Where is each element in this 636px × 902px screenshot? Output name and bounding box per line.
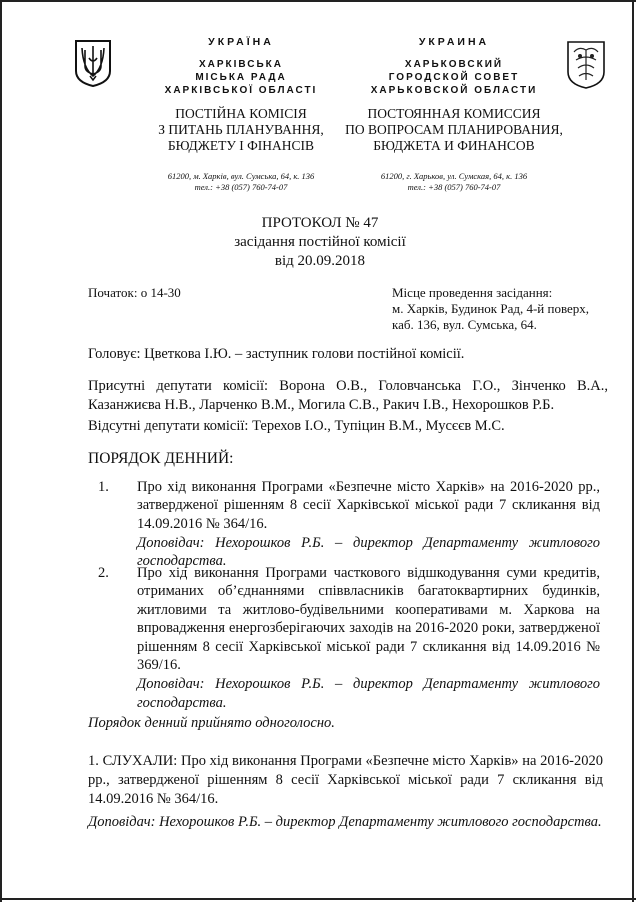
address-line: 61200, г. Харьков, ул. Сумская, 64, к. 136 — [380, 171, 528, 181]
commission-line: ПО ВОПРОСАМ ПЛАНИРОВАНИЯ, — [345, 122, 563, 137]
council-name — [340, 58, 568, 97]
absent-deputies: Відсутні депутати комісії: Терехов І.О., Тупіцин В.М., Мусєєв М.С. — [88, 418, 505, 434]
phone-line: тел.: +38 (057) 760-74-07 — [194, 182, 288, 192]
present-line: Присутні депутати комісії: Ворона О.В., Головчанська Г.О., Зінченко В.А., — [88, 378, 608, 394]
commission-line: БЮДЖЕТУ І ФІНАНСІВ — [167, 138, 315, 153]
present-deputies — [88, 377, 608, 414]
meeting-place-label: Місце проведення засідання: — [392, 285, 553, 300]
meeting-place-room: каб. 136, вул. Сумська, 64. — [392, 317, 537, 332]
heard-reporter: Доповідач: Нехорошков Р.Б. – директор Департаменту житлового господарства. — [88, 814, 602, 831]
commission-line: БЮДЖЕТА И ФИНАНСОВ — [373, 138, 535, 153]
address-line: 61200, м. Харків, вул. Сумська, 64, к. 136 — [167, 171, 315, 181]
kharkiv-coat-of-arms-icon — [565, 38, 607, 90]
agenda-item — [137, 478, 600, 570]
agenda-item — [137, 564, 600, 712]
agenda-heading: ПОРЯДОК ДЕННИЙ: — [88, 450, 234, 467]
commission-line: З ПИТАНЬ ПЛАНУВАННЯ, — [158, 122, 324, 137]
protocol-number: ПРОТОКОЛ № 47 — [261, 215, 379, 231]
header-ukrainian — [138, 36, 344, 193]
heard-section — [88, 752, 603, 832]
protocol-date: від 20.09.2018 — [274, 253, 366, 269]
agenda-adopted: Порядок денний прийнято одноголосно. — [88, 715, 335, 731]
scan-edge-right — [632, 0, 634, 902]
commission-name — [138, 106, 344, 154]
agenda-item-text: Про хід виконання Програми «Безпечне місто Харків» на 2016-2020 рр., затвердженої рішенням 8 сесії Харківської міської ради 7 скликання від 14.09.2016 № 364/16. — [137, 479, 600, 532]
address-block — [340, 171, 568, 193]
council-line: ХАРЬКОВСКИЙ — [404, 59, 504, 70]
phone-line: тел.: +38 (057) 760-74-07 — [407, 182, 501, 192]
council-line: МІСЬКА РАДА — [195, 72, 287, 83]
agenda-item-number: 2. — [98, 565, 109, 581]
trident-coat-of-arms-icon — [73, 38, 113, 88]
scan-edge-top — [0, 0, 636, 2]
protocol-subtitle: засідання постійної комісії — [234, 234, 406, 250]
council-line: ХАРЬКОВСКОЙ ОБЛАСТИ — [370, 85, 538, 96]
commission-line: ПОСТОЯННАЯ КОМИССИЯ — [367, 106, 541, 121]
council-line: ГОРОДСКОЙ СОВЕТ — [388, 72, 520, 83]
country-name: УКРАЇНА — [208, 36, 274, 48]
address-block — [138, 171, 344, 193]
scan-edge-left — [0, 0, 2, 902]
meeting-place-address: м. Харків, Будинок Рад, 4-й поверх, — [392, 301, 590, 316]
header-russian — [340, 36, 568, 193]
agenda-item-reporter: Доповідач: Нехорошков Р.Б. – директор Департаменту житлового господарства. — [137, 534, 600, 570]
present-line: Казанжиєва Н.В., Ларченко В.М., Могила С.В., Ракич І.В., Нехорошков Р.Б. — [88, 396, 555, 413]
agenda-item-number: 1. — [98, 479, 109, 495]
commission-line: ПОСТІЙНА КОМІСІЯ — [175, 106, 307, 121]
protocol-title — [100, 214, 540, 271]
heard-text: 1. СЛУХАЛИ: Про хід виконання Програми «Безпечне місто Харків» на 2016-2020 рр., затвердженої рішенням 8 сесії Харківської міської ради 7 скликання від 14.09.2016 № 364/16. — [88, 753, 603, 807]
council-name — [138, 58, 344, 97]
country-name: УКРАИНА — [418, 36, 490, 48]
meeting-start: Початок: о 14-30 — [88, 285, 181, 300]
commission-name — [340, 106, 568, 154]
council-line: ХАРКІВСЬКА — [198, 59, 284, 70]
council-line: ХАРКІВСЬКОЇ ОБЛАСТІ — [164, 85, 318, 96]
agenda-item-reporter: Доповідач: Нехорошков Р.Б. – директор Департаменту житлового господарства. — [137, 676, 600, 711]
agenda-item-text: Про хід виконання Програми часткового відшкодування суми кредитів, отриманих об’єднаннями співвласників багатоквартирних будинків, житловими та житлово-будівельними кооперативами м. Харкова на впровадження енергозберігаючих заходів на 2016-2020 роки, затвердженої рішенням 8 сесії Харківської міської ради 7 скликання від 14.09.2016 № 369/16. — [137, 565, 600, 674]
chair-line: Головує: Цветкова І.Ю. – заступник голови постійної комісії. — [88, 346, 465, 362]
scan-edge-bottom — [0, 898, 636, 900]
meeting-place — [392, 285, 602, 333]
